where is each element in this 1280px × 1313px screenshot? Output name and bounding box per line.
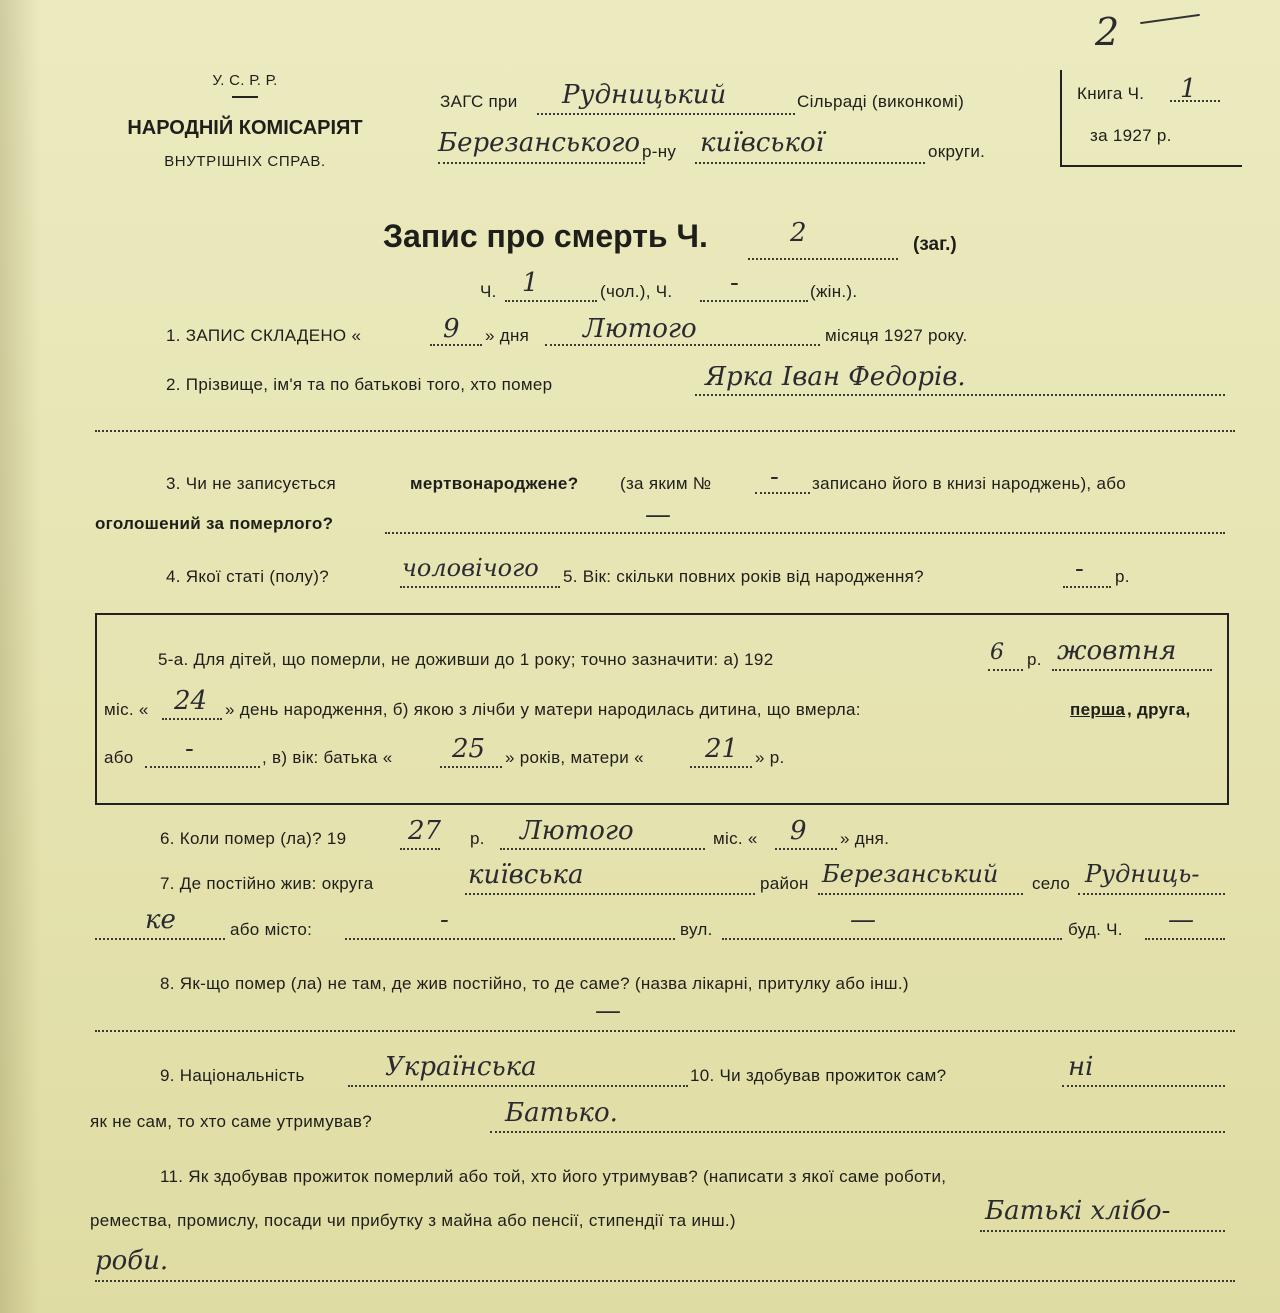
- f1-mid: » дня: [485, 326, 530, 345]
- page-title: Запис про смерть Ч.: [383, 218, 708, 254]
- f2-line2: [95, 430, 1235, 432]
- f5a-r: р.: [1027, 650, 1042, 669]
- f1-month: Лютого: [583, 314, 697, 344]
- f10b-value: Батько.: [505, 1098, 618, 1128]
- f1-day: 9: [443, 314, 460, 344]
- f3-label: 3. Чи не записується: [166, 474, 336, 493]
- zags-village: Рудницький: [562, 80, 727, 110]
- f7-bud: —: [1168, 905, 1194, 935]
- f1-prefix: 1. ЗАПИС СКЛАДЕНО «: [166, 326, 362, 345]
- f5-suffix: р.: [1115, 567, 1130, 586]
- f3-line: [385, 532, 1225, 534]
- header-divider: [232, 96, 258, 98]
- f10-value: ні: [1068, 1052, 1094, 1082]
- f1-month-line: [545, 344, 820, 346]
- f6-year-line: [400, 848, 440, 850]
- f8-value: —: [595, 996, 621, 1026]
- f7-selo: Рудниць-: [1085, 860, 1200, 888]
- male-label: (чол.), Ч.: [600, 282, 673, 301]
- f3-value: —: [645, 500, 671, 530]
- f3-num: -: [770, 462, 779, 492]
- f5a-mis: міс. «: [104, 700, 149, 719]
- f11-value: Батькі хлібо-: [985, 1196, 1171, 1226]
- title-number: 2: [790, 218, 807, 248]
- f11-value-line: [980, 1230, 1225, 1232]
- f7-misto: -: [440, 905, 449, 935]
- corner-number: 2: [1095, 10, 1120, 54]
- book-label: Книга Ч.: [1077, 84, 1145, 103]
- f7-vul-label: вул.: [680, 920, 713, 939]
- zags-district-line: [438, 162, 645, 164]
- female-line: [700, 300, 808, 302]
- f7-bud-line: [1145, 938, 1225, 940]
- f5a-years: » років, матери «: [505, 748, 644, 767]
- f7-label: 7. Де постійно жив: округа: [160, 874, 374, 893]
- f3-num-line: [755, 492, 810, 494]
- f5a-end: » р.: [755, 748, 785, 767]
- male-value: 1: [522, 268, 539, 298]
- f5a-father-line: [440, 766, 502, 768]
- f5a-second: , друга,: [1127, 700, 1191, 719]
- male-line: [505, 300, 597, 302]
- f5a-month-line: [1052, 669, 1212, 671]
- f1-suffix: місяця 1927 року.: [825, 326, 968, 345]
- department-label: ВНУТРІШНІХ СПРАВ.: [164, 153, 326, 170]
- f2-label: 2. Прізвище, ім'я та по батькові того, хто помер: [166, 375, 553, 394]
- f6-r: р.: [470, 829, 485, 848]
- f5a-day-line: [162, 718, 222, 720]
- f7-vul: —: [850, 905, 876, 935]
- book-number-line: [1170, 100, 1220, 102]
- f5a-line2: » день народження, б) якою з лічби у матери народилась дитина, що вмерла:: [225, 700, 861, 719]
- f10b-label: як не сам, то хто саме утримував?: [90, 1112, 372, 1131]
- f7-misto-label: або місто:: [230, 920, 313, 939]
- zags-council: Сільраді (виконкомі): [797, 92, 965, 111]
- f7-okrug-line: [465, 893, 755, 895]
- f5a-year-line: [988, 669, 1023, 671]
- f7-okrug: київська: [468, 860, 584, 890]
- f4-line: [400, 586, 560, 588]
- f7-selo-line: [1078, 893, 1225, 895]
- zags-prefix: ЗАГС при: [440, 92, 518, 111]
- f6-day: 9: [790, 816, 807, 846]
- f5a-month: жовтня: [1057, 636, 1177, 666]
- f9-label: 9. Національність: [160, 1066, 305, 1085]
- f7-rayon-line: [818, 893, 1023, 895]
- zags-okrug-line: [695, 162, 925, 164]
- f5a-day: 24: [174, 686, 208, 716]
- f2-value: Ярка Іван Федорів.: [705, 362, 966, 392]
- f5a-line1: 5-а. Для дітей, що померли, не доживши до 1 року; точно зазначити: а) 192: [158, 650, 774, 669]
- book-year: за 1927 р.: [1090, 126, 1172, 145]
- f10-line: [1062, 1085, 1225, 1087]
- f5a-abo-value: -: [185, 734, 194, 764]
- corner-strike: [1140, 14, 1200, 24]
- f4-label: 4. Якої статі (полу)?: [166, 567, 329, 586]
- f11-value2: роби.: [95, 1246, 169, 1276]
- f4-value: чоловічого: [402, 554, 539, 582]
- zags-district: Березанського: [438, 128, 641, 158]
- f11-line3: [95, 1280, 1235, 1282]
- f7-misto-line: [345, 938, 675, 940]
- f3-bold2: оголошений за померлого?: [95, 514, 334, 533]
- f8-label: 8. Як-що помер (ла) не там, де жив постійно, то де саме? (назва лікарні, притулку або інш.): [160, 974, 909, 993]
- f7-vul-line: [722, 938, 1062, 940]
- female-label: (жін.).: [810, 282, 858, 301]
- f7-selo2: ке: [145, 905, 176, 935]
- f5a-first: перша: [1070, 700, 1126, 719]
- f7-bud-label: буд. Ч.: [1068, 920, 1123, 939]
- commissariat-label: НАРОДНІЙ КОМІСАРІЯТ: [127, 117, 363, 139]
- f6-month-line: [500, 848, 705, 850]
- female-value: -: [730, 268, 739, 298]
- f6-label: 6. Коли помер (ла)? 19: [160, 829, 347, 848]
- male-prefix: Ч.: [480, 282, 497, 301]
- f9-value: Українська: [385, 1052, 537, 1082]
- zags-okrug: київської: [700, 128, 824, 158]
- f3-mid: (за яким №: [620, 474, 712, 493]
- f11-line2: ремества, промислу, посади чи прибутку з майна або пенсії, стипендії та инш.): [90, 1211, 736, 1230]
- f6-month: Лютого: [520, 816, 634, 846]
- f5a-abo-line: [145, 766, 260, 768]
- f10-label: 10. Чи здобував прожиток сам?: [690, 1066, 947, 1085]
- f5a-line3: , в) вік: батька «: [262, 748, 393, 767]
- f5a-mother-line: [690, 766, 752, 768]
- zags-village-line: [537, 113, 795, 115]
- f7-selo-label: село: [1032, 874, 1071, 893]
- f3-bold: мертвонароджене?: [410, 474, 579, 493]
- f5a-abo: або: [104, 748, 134, 767]
- f5a-mother: 21: [705, 734, 739, 764]
- f2-line: [695, 394, 1225, 396]
- title-number-line: [748, 258, 898, 260]
- f8-line: [95, 1030, 1235, 1032]
- f5a-year-digit: 6: [990, 640, 1004, 665]
- f6-end: » дня.: [840, 829, 890, 848]
- f7-selo2-line: [95, 938, 225, 940]
- page-edge-shadow: [0, 0, 40, 1313]
- f7-rayon: Березанський: [822, 860, 999, 888]
- f9-line: [348, 1085, 688, 1087]
- f10b-line: [490, 1131, 1225, 1133]
- book-number: 1: [1180, 74, 1197, 104]
- title-suffix: (заг.): [913, 234, 957, 255]
- republic-label: У. С. Р. Р.: [212, 72, 278, 89]
- f5a-father: 25: [452, 734, 486, 764]
- f6-mis: міс. «: [713, 829, 758, 848]
- f11-label: 11. Як здобував прожиток померлий або той, хто його утримував? (написати з якої саме роботи,: [160, 1167, 947, 1186]
- f6-year: 27: [408, 816, 442, 846]
- f3-end: записано його в книзі народжень), або: [812, 474, 1127, 493]
- zags-district-suffix: р-ну: [642, 142, 677, 161]
- f5-value: -: [1075, 554, 1084, 584]
- f7-rayon-label: район: [760, 874, 809, 893]
- f1-day-line: [430, 344, 482, 346]
- f5-label: 5. Вік: скільки повних років від народження?: [563, 567, 924, 586]
- f5-line: [1063, 586, 1111, 588]
- zags-okrug-suffix: округи.: [928, 142, 986, 161]
- f6-day-line: [775, 848, 837, 850]
